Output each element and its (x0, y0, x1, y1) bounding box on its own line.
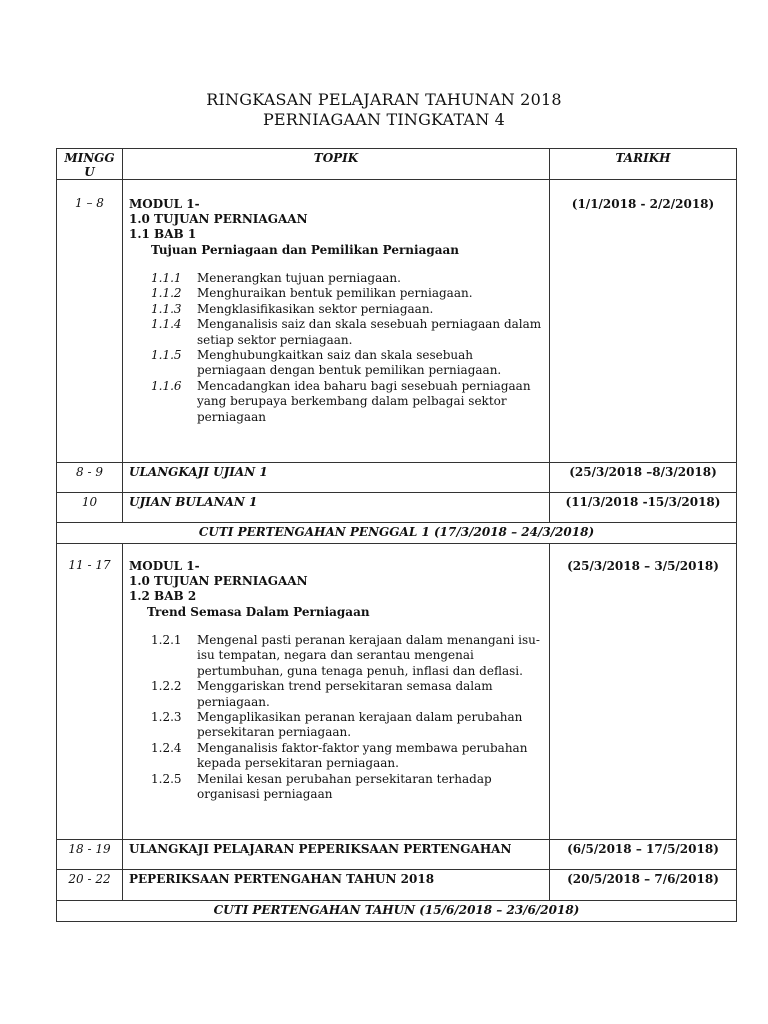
table-header-row (57, 149, 737, 180)
header-week: MINGG U (57, 149, 123, 180)
table-row (57, 870, 737, 901)
section-label: 1.0 TUJUAN PERNIAGAAN (129, 574, 308, 588)
list-item: 1.2.1 Mengenal pasti peranan kerajaan dalam menangani isu-isu tempatan, negara dan serantau mengenai pertumbuhan, guna tenaga penuh, inflasi dan deflasi. (151, 633, 540, 678)
list-item: 1.1.1 Menerangkan tujuan perniagaan. (151, 271, 401, 285)
date-cell: (20/5/2018 – 7/6/2018) (550, 870, 737, 901)
list-item: 1.1.5 Menghubungkaitkan saiz dan skala sesebuah perniagaan dengan bentuk pemilikan perniagaan. (151, 348, 502, 378)
table-row (57, 544, 737, 840)
week-cell: 8 - 9 (57, 463, 123, 493)
list-item: 1.1.3 Mengklasifikasikan sektor perniagaan. (151, 301, 434, 316)
header-topic: TOPIK (123, 149, 550, 180)
week-cell: 11 - 17 (57, 544, 123, 840)
learning-standards-list (129, 633, 543, 802)
week-cell: 10 (57, 493, 123, 523)
date-cell: (25/3/2018 –8/3/2018) (550, 463, 737, 493)
date-cell: (11/3/2018 -15/3/2018) (550, 493, 737, 523)
week-cell: 18 - 19 (57, 840, 123, 870)
bab-label: 1.1 BAB 1 (129, 227, 197, 241)
date-cell: (1/1/2018 - 2/2/2018) (550, 180, 737, 463)
date-cell: (25/3/2018 – 3/5/2018) (550, 544, 737, 840)
topic-cell: ULANGKAJI PELAJARAN PEPERIKSAAN PERTENGAHAN (123, 840, 550, 870)
modul-label: MODUL 1- (129, 197, 200, 211)
date-cell: (6/5/2018 – 17/5/2018) (550, 840, 737, 870)
lesson-plan-table (56, 148, 737, 922)
holiday-label: CUTI PERTENGAHAN TAHUN (15/6/2018 – 23/6/2018) (57, 901, 737, 922)
list-item: 1.2.3 Mengaplikasikan peranan kerajaan dalam perubahan persekitaran perniagaan. (151, 710, 523, 740)
list-item: 1.1.2 Menghuraikan bentuk pemilikan perniagaan. (151, 286, 473, 301)
topic-cell (123, 544, 550, 840)
list-item: 1.1.4 Menganalisis saiz dan skala sesebuah perniagaan dalam setiap sektor perniagaan. (151, 317, 542, 347)
chapter-subtitle: Tujuan Perniagaan dan Pemilikan Perniagaan (151, 243, 460, 257)
week-cell: 1 – 8 (57, 180, 123, 463)
topic-cell: UJIAN BULANAN 1 (123, 493, 550, 523)
list-item: 1.2.2 Menggariskan trend persekitaran semasa dalam perniagaan. (151, 679, 493, 709)
document-subtitle: PERNIAGAAN TINGKATAN 4 (262, 110, 506, 129)
modul-label: MODUL 1- (129, 559, 200, 573)
learning-standards-list (129, 271, 543, 425)
holiday-row (57, 901, 737, 922)
list-item: 1.1.6 Mencadangkan idea baharu bagi sesebuah perniagaan yang berupaya berkembang dalam pelbagai sektor perniagaan (151, 378, 531, 424)
holiday-row (57, 523, 737, 544)
topic-cell: PEPERIKSAAN PERTENGAHAN TAHUN 2018 (123, 870, 550, 901)
topic-cell: ULANGKAJI UJIAN 1 (123, 463, 550, 493)
table-row (57, 493, 737, 523)
list-item: 1.2.4 Menganalisis faktor-faktor yang membawa perubahan kepada persekitaran perniagaan. (151, 740, 528, 771)
week-cell: 20 - 22 (57, 870, 123, 901)
table-row (57, 180, 737, 463)
chapter-subtitle: Trend Semasa Dalam Perniagaan (147, 605, 370, 619)
table-row (57, 840, 737, 870)
holiday-label: CUTI PERTENGAHAN PENGGAL 1 (17/3/2018 – 24/3/2018) (57, 523, 737, 544)
section-label: 1.0 TUJUAN PERNIAGAAN (129, 212, 308, 226)
list-item: 1.2.5 Menilai kesan perubahan persekitaran terhadap organisasi perniagaan (151, 771, 492, 802)
table-row (57, 463, 737, 493)
topic-cell (123, 180, 550, 463)
document-title: RINGKASAN PELAJARAN TAHUNAN 2018 (206, 90, 562, 109)
header-date: TARIKH (550, 149, 737, 180)
bab-label: 1.2 BAB 2 (129, 589, 197, 603)
